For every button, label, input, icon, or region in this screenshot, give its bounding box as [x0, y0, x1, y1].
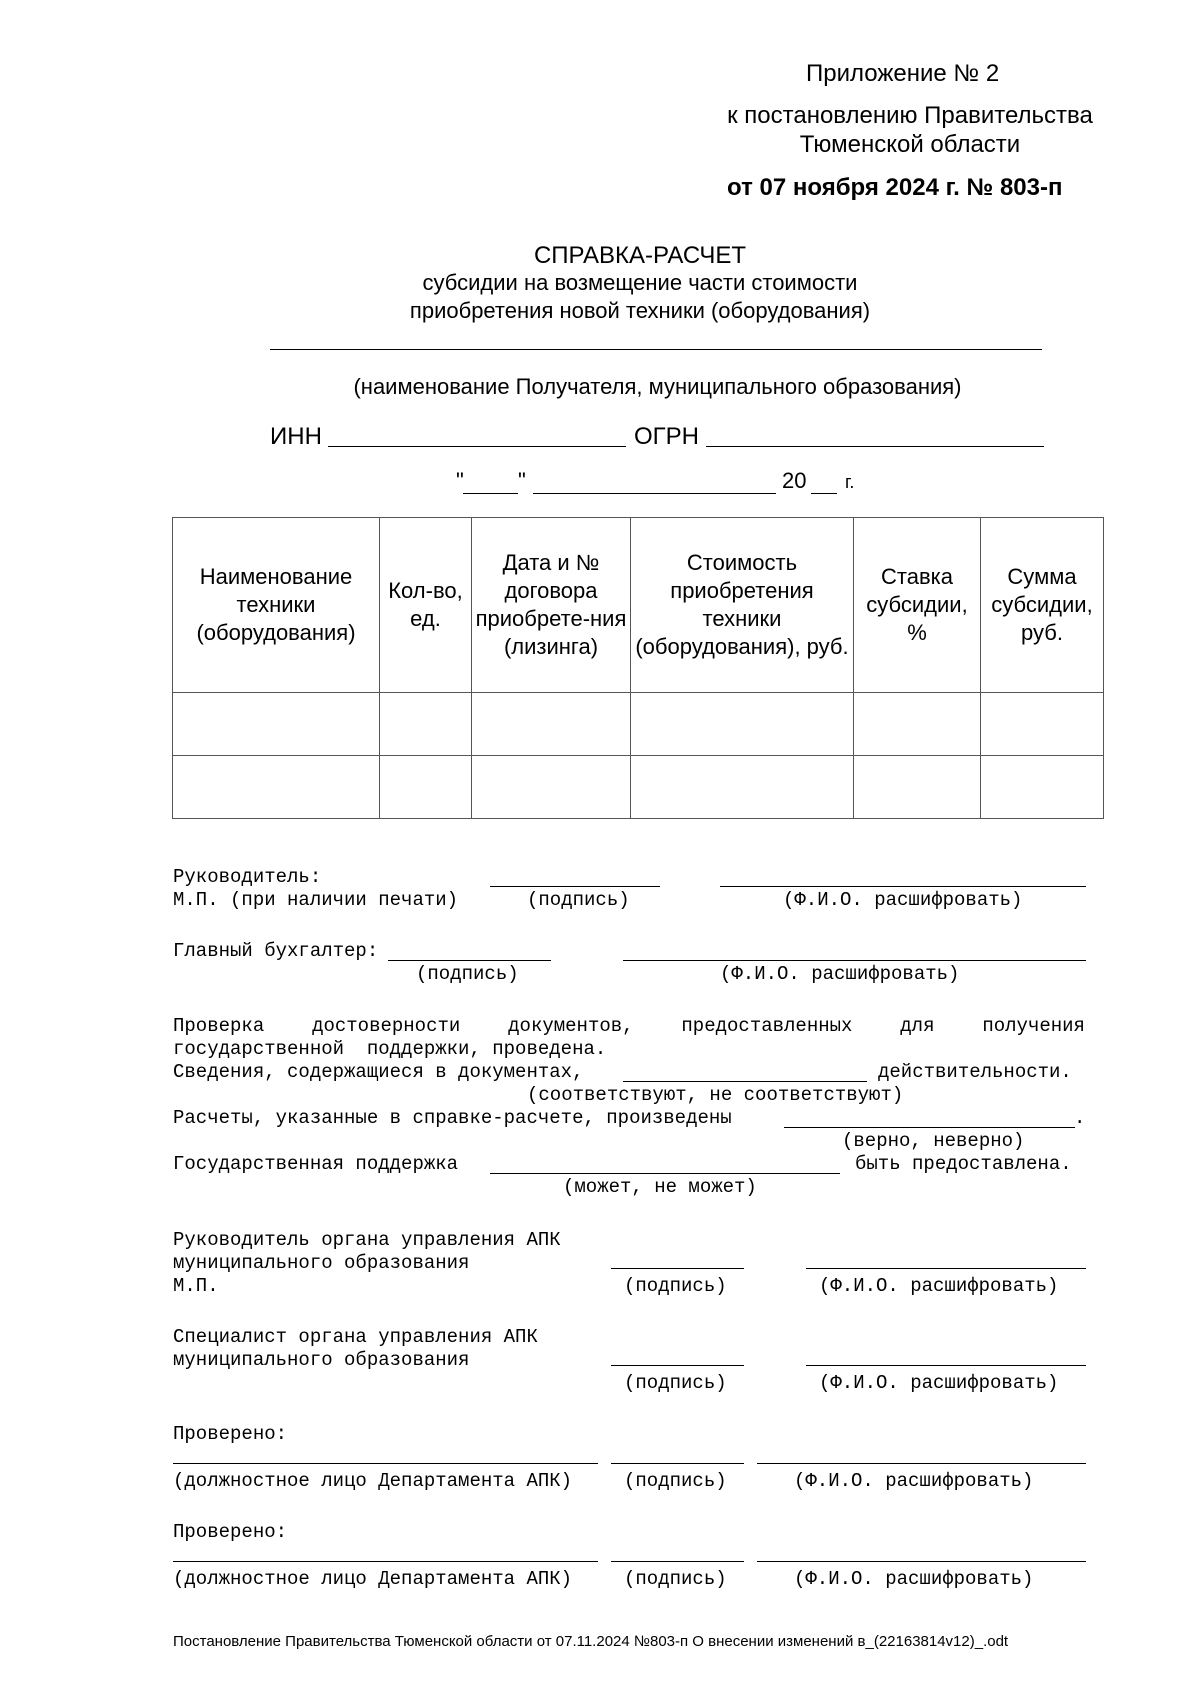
verification-calc-text: Расчеты, указанные в справке-расчете, произведены: [173, 1107, 732, 1129]
checked-fio-hint-1: (Ф.И.О. расшифровать): [794, 1470, 1034, 1492]
ogrn-label: ОГРН: [634, 423, 700, 450]
head-signature-line[interactable]: [490, 886, 660, 887]
stamp-label: М.П. (при наличии печати): [173, 889, 459, 911]
apk-specialist-title-line2: муниципального образования: [173, 1349, 470, 1371]
date-month-field[interactable]: [533, 493, 776, 494]
checked-official-line-2[interactable]: [173, 1561, 598, 1562]
verification-support-end: быть предоставлена.: [855, 1153, 1072, 1175]
document-subtitle-line2: приобретения новой техники (оборудования): [409, 298, 871, 323]
table-row: [173, 756, 1104, 819]
verification-word: предоставленных: [681, 1015, 853, 1037]
date-year-suffix: г.: [845, 472, 855, 492]
table-cell[interactable]: [981, 756, 1104, 819]
ogrn-field[interactable]: [706, 446, 1044, 447]
col-header-cost: Стоимость приобретения техники (оборудования), руб.: [631, 518, 854, 693]
verification-docs-text: Сведения, содержащиеся в документах,: [173, 1061, 584, 1083]
inn-field[interactable]: [328, 446, 626, 447]
apk-specialist-fio-hint: (Ф.И.О. расшифровать): [819, 1372, 1059, 1394]
apk-specialist-signature-line[interactable]: [611, 1365, 744, 1366]
verification-support-field[interactable]: [490, 1173, 840, 1174]
table-cell[interactable]: [631, 693, 854, 756]
date-quote-close: ": [518, 468, 526, 493]
checked-fio-line-1[interactable]: [757, 1463, 1086, 1464]
col-header-equipment-name: Наименование техники (оборудования): [173, 518, 380, 693]
resolution-date-number: от 07 ноября 2024 г. № 803-п: [727, 174, 1063, 201]
checked-fio-line-2[interactable]: [757, 1561, 1086, 1562]
table-cell[interactable]: [854, 756, 981, 819]
col-header-amount: Сумма субсидии, руб.: [981, 518, 1104, 693]
inn-label: ИНН: [270, 423, 322, 450]
verification-word: достоверности: [312, 1015, 461, 1037]
verification-word: документов,: [508, 1015, 634, 1037]
table-header-row: [173, 518, 1104, 693]
checked-official-line-1[interactable]: [173, 1463, 598, 1464]
table-cell[interactable]: [981, 693, 1104, 756]
head-signature-hint: (подпись): [527, 889, 630, 911]
date-year-field[interactable]: [811, 493, 837, 494]
apk-head-fio-line[interactable]: [806, 1268, 1086, 1269]
apk-head-stamp: М.П.: [173, 1275, 219, 1297]
table-cell[interactable]: [173, 756, 380, 819]
chief-accountant-signature-hint: (подпись): [416, 963, 519, 985]
verification-calc-end: .: [1074, 1107, 1086, 1129]
head-label: Руководитель:: [173, 866, 322, 888]
apk-specialist-title-line1: Специалист органа управления АПК: [173, 1326, 538, 1348]
verification-line2: государственной поддержки, проведена.: [173, 1038, 607, 1060]
head-fio-hint: (Ф.И.О. расшифровать): [783, 889, 1023, 911]
checked-label-2: Проверено:: [173, 1521, 288, 1543]
chief-accountant-fio-hint: (Ф.И.О. расшифровать): [720, 963, 960, 985]
head-fio-line[interactable]: [720, 886, 1086, 887]
chief-accountant-fio-line[interactable]: [623, 960, 1086, 961]
table-cell[interactable]: [472, 693, 631, 756]
table-cell[interactable]: [854, 693, 981, 756]
resolution-ref-line1: к постановлению Правительства: [727, 102, 1093, 129]
checked-official-hint-1: (должностное лицо Департамента АПК): [173, 1470, 573, 1492]
checked-signature-line-2[interactable]: [611, 1561, 744, 1562]
col-header-quantity: Кол-во, ед.: [380, 518, 472, 693]
apk-head-fio-hint: (Ф.И.О. расшифровать): [819, 1275, 1059, 1297]
apk-specialist-signature-hint: (подпись): [624, 1372, 727, 1394]
checked-fio-hint-2: (Ф.И.О. расшифровать): [794, 1568, 1034, 1590]
col-header-rate: Ставка субсидии, %: [854, 518, 981, 693]
document-footer: Постановление Правительства Тюменской области от 07.11.2024 №803-п О внесении изменений в_(22163814v12)_.odt: [173, 1633, 1009, 1650]
verification-docs-field[interactable]: [623, 1081, 867, 1082]
verification-line1: [173, 1015, 1085, 1038]
document-title: СПРАВКА-РАСЧЕТ: [533, 242, 747, 269]
apk-head-signature-hint: (подпись): [624, 1275, 727, 1297]
verification-word: Проверка: [173, 1015, 265, 1037]
apk-head-signature-line[interactable]: [611, 1268, 744, 1269]
recipient-name-line[interactable]: [270, 349, 1042, 350]
table-cell[interactable]: [472, 756, 631, 819]
verification-support-text: Государственная поддержка: [173, 1153, 459, 1175]
checked-official-hint-2: (должностное лицо Департамента АПК): [173, 1568, 573, 1590]
verification-docs-hint: (соответствуют, не соответствуют): [527, 1084, 904, 1106]
document-subtitle-line1: субсидии на возмещение части стоимости: [422, 270, 858, 295]
date-year-prefix: 20: [782, 468, 807, 493]
chief-accountant-label: Главный бухгалтер:: [173, 940, 379, 962]
checked-signature-hint-1: (подпись): [624, 1470, 727, 1492]
verification-word: получения: [982, 1015, 1085, 1037]
apk-head-title-line2: муниципального образования: [173, 1252, 470, 1274]
verification-calc-hint: (верно, неверно): [842, 1130, 1025, 1152]
checked-signature-hint-2: (подпись): [624, 1568, 727, 1590]
date-day-field[interactable]: [463, 493, 518, 494]
table-cell[interactable]: [380, 693, 472, 756]
checked-signature-line-1[interactable]: [611, 1463, 744, 1464]
subsidy-calc-table: [172, 517, 1104, 819]
table-cell[interactable]: [380, 756, 472, 819]
verification-word: для: [900, 1015, 935, 1037]
verification-calc-field[interactable]: [784, 1127, 1075, 1128]
date-quote-open: ": [456, 468, 464, 493]
verification-docs-end: действительности.: [878, 1061, 1072, 1083]
apk-specialist-fio-line[interactable]: [806, 1365, 1086, 1366]
resolution-ref-line2: Тюменской области: [799, 131, 1021, 158]
table-row: [173, 693, 1104, 756]
apk-head-title-line1: Руководитель органа управления АПК: [173, 1229, 561, 1251]
appendix-label: Приложение № 2: [806, 60, 1000, 87]
col-header-contract: Дата и № договора приобрете-ния (лизинга): [472, 518, 631, 693]
table-cell[interactable]: [173, 693, 380, 756]
recipient-name-hint: (наименование Получателя, муниципального образования): [353, 374, 962, 399]
chief-accountant-signature-line[interactable]: [388, 960, 551, 961]
verification-support-hint: (может, не может): [563, 1176, 757, 1198]
table-cell[interactable]: [631, 756, 854, 819]
checked-label-1: Проверено:: [173, 1423, 288, 1445]
